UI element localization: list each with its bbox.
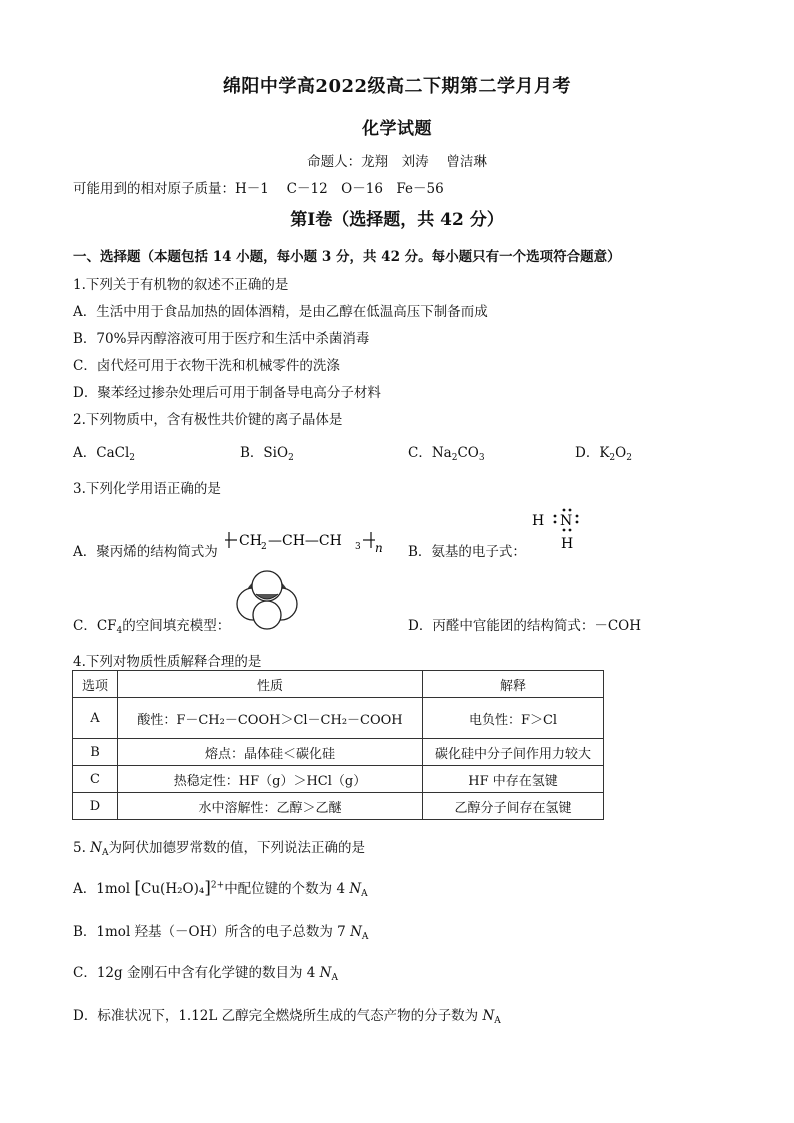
q2-stem: 2.下列物质中，含有极性共价键的离子晶体是 [73,412,343,428]
table-cell-property: 酸性：F－CH₂－COOH＞Cl－CH₂－COOH [118,698,423,739]
formula-n-text: n [375,541,383,554]
electron-h-left: H [532,513,545,529]
q1-option-a: A．生活中用于食品加热的固体酒精，是由乙醇在低温高压下制备而成 [73,304,488,320]
q1-option-c: C．卤代烃可用于衣物干洗和机械零件的洗涤 [73,358,340,374]
q2-option-a: A．CaCl$_2$ [73,445,136,463]
table-cell-property: 熔点：晶体硅＜碳化硅 [118,739,423,766]
formula-ch2-text: CH [239,533,262,549]
cf4-space-filling-model-figure [234,568,300,630]
table-cell-option: B [73,739,118,766]
table-cell-property: 水中溶解性：乙醇＞乙醚 [118,793,423,820]
q4-stem: 4.下列对物质性质解释合理的是 [73,654,262,670]
electron-n: N [560,513,573,529]
atomic-masses-line: 可能用到的相对原子质量：H－1 C－12 O－16 Fe－56 [73,181,444,197]
electron-h-bottom: H [561,536,574,552]
q3-option-a: A．聚丙烯的结构简式为 [73,544,218,560]
authors-line: 命题人：龙翔 刘涛 曾洁琳 [307,154,487,170]
table-row [73,793,604,820]
q5-option-c: C．12g 金刚石中含有化学键的数目为 4 $N_A$ [73,965,338,983]
table-header-row [73,671,604,698]
part1-heading: 第Ⅰ卷（选择题，共 42 分） [290,210,504,230]
table-header-cell: 选项 [73,671,118,698]
q2-option-d: D．$K_2O_2$ [575,445,632,463]
exam-subtitle: 化学试题 [362,119,432,139]
table-cell-explanation: 乙醇分子间存在氢键 [423,793,604,820]
q1-option-d: D．聚苯经过掺杂处理后可用于制备导电高分子材料 [73,385,381,401]
table-header-cell: 性质 [118,671,423,698]
table-row [73,766,604,793]
table-row [73,698,604,739]
q1-option-b: B．70%异丙醇溶液可用于医疗和生活中杀菌消毒 [73,331,370,347]
q5-stem: 5. $N_A$为阿伏加德罗常数的值，下列说法正确的是 [73,840,365,858]
table-cell-option: D [73,793,118,820]
q1-stem: 1.下列关于有机物的叙述不正确的是 [73,277,289,293]
q5-option-a: A．1mol $[Cu(H_2O)_4]^{2+}$中配位键的个数为 4 $N_A$ [73,878,368,899]
formula-sub2-text: 2 [261,542,267,552]
table-cell-explanation: 碳化硅中分子间作用力较大 [423,739,604,766]
table-cell-explanation: 电负性：F＞Cl [423,698,604,739]
polypropylene-formula-figure [225,524,385,554]
table-cell-option: A [73,698,118,739]
section-title: 一、选择题（本题包括 14 小题，每小题 3 分，共 42 分。每小题只有一个选项符合题意） [73,249,621,265]
table-row [73,739,604,766]
formula-sub3-text: 3 [355,542,361,552]
q4-table [72,670,604,820]
q3-option-b: B．氨基的电子式： [408,544,526,560]
q2-option-c: C．$Na_2CO_3$ [408,445,485,463]
q3-option-c: C．$CF_4$的空间填充模型： [73,618,231,636]
table-cell-explanation: HF 中存在氢键 [423,766,604,793]
formula-mid-text: —CH—CH [268,533,342,549]
q2-option-b: B．SiO$_2$ [240,445,294,463]
amino-electron-formula-figure [524,500,584,554]
q5-option-d: D．标准状况下，1.12L 乙醇完全燃烧所生成的气态产物的分子数为 $N_A$ [73,1008,501,1026]
exam-title: 绵阳中学高2022级高二下期第二学月月考 [222,76,572,97]
q3-option-d: D．丙醛中官能团的结构简式：－COH [408,618,641,634]
table-cell-property: 热稳定性：HF（g）＞HCl（g） [118,766,423,793]
table-header-cell: 解释 [423,671,604,698]
table-cell-option: C [73,766,118,793]
q5-option-b: B．1mol 羟基（－OH）所含的电子总数为 7 $N_A$ [73,924,369,942]
q3-stem: 3.下列化学用语正确的是 [73,481,221,497]
